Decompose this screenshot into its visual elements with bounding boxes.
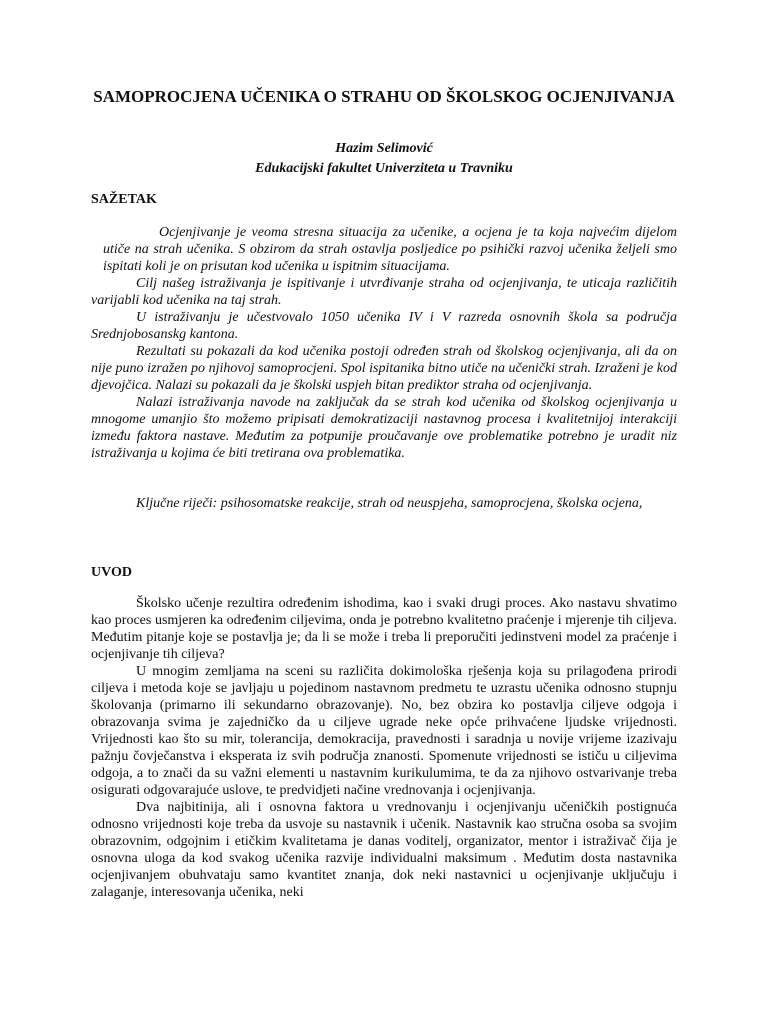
keywords: Ključne riječi: psihosomatske reakcije, strah od neuspjeha, samoprocjena, školska ocjena, — [136, 496, 643, 511]
intro-body — [91, 595, 677, 901]
author-name: Hazim Selimović — [335, 141, 433, 156]
abstract-paragraph: U istraživanju je učestvovalo 1050 učenika IV i V razreda osnovnih škola sa područja Srednjobosanskg kantona. — [91, 310, 677, 342]
abstract-paragraph: Ocjenjivanje je veoma stresna situacija za učenike, a ocjena je ta koja najvećim dijelom utiče na strah učenika. S obzirom da strah ostavlja posljedice po psihički razvoj učenika željeli smo ispitati koli je on prisutan kod učenika u ispitnim situacijama. — [103, 225, 677, 274]
intro-paragraph: U mnogim zemljama na sceni su različita dokimološka rješenja koja su prilagođena prirodi ciljeva i metoda koje se javljaju u pojedinom nastavnom predmetu te uzrastu učenika odnosno stupnju školovanja (primarno ili sekundarno obrazovanje). No, bez obzira ko postavlja ciljeve odgoja i obrazovanja svima je zajedničko da u ciljeve ugrade neke opće prihvaćene ljudske vrijednosti. Vrijednosti kao što su mir, tolerancija, demokracija, pravednosti i saradnja u novije vrijeme izazivaju pažnju čovječanstva i eksperata iz svih područja znanosti. Spomenute vrijednosti se ističu u ciljevima odgoja, a to znači da su važni elementi u nastavnim kurikulumima, te da za njihovo ostvarivanje treba osigurati odgovarajuće uslove, te predvidjeti načine vrednovanja i ocjenjivanja. — [91, 664, 677, 798]
abstract-paragraph: Cilj našeg istraživanja je ispitivanje i utvrđivanje straha od ocjenjivanja, te uticaja različitih varijabli kod učenika na taj strah. — [91, 276, 677, 308]
author-affiliation: Edukacijski fakultet Univerziteta u Travniku — [255, 161, 513, 176]
abstract-heading: SAŽETAK — [91, 192, 157, 207]
abstract-paragraph: Rezultati su pokazali da kod učenika postoji određen strah od školskog ocjenjivanja, ali da on nije puno izražen po njihovoj samoprocjeni. Spol ispitanika bitno utiče na učenički strah. Izraženi je kod djevojčica. Nalazi su pokazali da je školski uspjeh bitan prediktor straha od ocjenjivanja. — [91, 344, 677, 393]
paper-title: SAMOPROCJENA UČENIKA O STRAHU OD ŠKOLSKOG OCJENJIVANJA — [93, 87, 675, 106]
abstract-paragraph: Nalazi istraživanja navode na zaključak da se strah kod učenika od školskog ocjenjivanja u mnogome umanjio što možemo pripisati demokratizaciji nastavnog procesa i kvalitetnijoj interakciji između faktora nastave. Međutim za potpunije proučavanje ove problematike potrebno je uradit niz istraživanja u kojima će biti tretirana ova problematika. — [91, 395, 677, 461]
intro-paragraph: Dva najbitinija, ali i osnovna faktora u vrednovanju i ocjenjivanju učeničkih postignuća odnosno vrijednosti koje treba da usvoje su nastavnik i učenik. Nastavnik kao stručna osoba sa svojim obrazovnim, odgojnim i etičkim kvalitetama je danas voditelj, organizator, mentor i istraživač čija je osnovna uloga da kod svakog učenika razvije individualni maksimum . Međutim dosta nastavnika ocjenjivanjem obuhvataju samo kvantitet znanja, dok neki nastavnici u ocjenjivanje uključuju i zalaganje, interesovanja učenika, neki — [91, 800, 677, 900]
abstract-body — [91, 224, 677, 462]
intro-heading: UVOD — [91, 565, 132, 580]
intro-paragraph: Školsko učenje rezultira određenim ishodima, kao i svaki drugi proces. Ako nastavu shvatimo kao proces usmjeren ka određenim ciljevima, onda je potrebno kvalitetno praćenje i mjerenje tih ciljeva. Međutim pitanje koje se postavlja je; da li se može i treba li preporučiti jedinstveni model za praćenje i ocjenjivanje tih ciljeva? — [91, 596, 677, 662]
